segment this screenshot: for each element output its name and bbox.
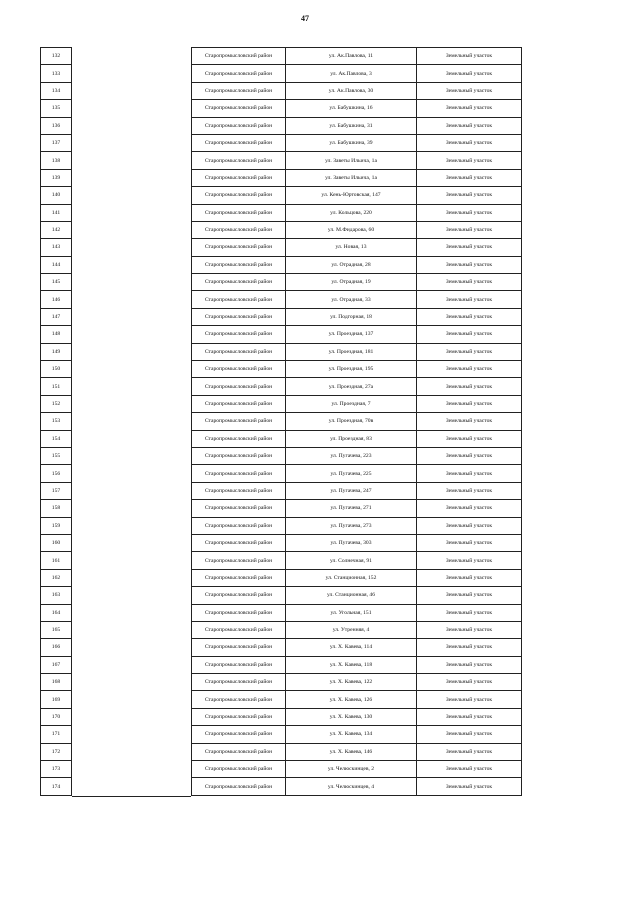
property-type-cell: Земельный участок <box>417 204 522 221</box>
address-cell: ул. Пугачева, 271 <box>286 500 417 517</box>
table-row <box>41 378 72 395</box>
table-row <box>192 326 522 343</box>
table-row <box>192 378 522 395</box>
row-number-cell: 172 <box>41 743 72 760</box>
table-row <box>192 569 522 586</box>
row-number-cell: 146 <box>41 291 72 308</box>
district-cell: Старопромысловский район <box>192 239 286 256</box>
table-row <box>192 447 522 464</box>
property-type-cell: Земельный участок <box>417 743 522 760</box>
table-row <box>192 587 522 604</box>
district-cell: Старопромысловский район <box>192 308 286 325</box>
table-row <box>192 413 522 430</box>
property-type-cell: Земельный участок <box>417 500 522 517</box>
district-cell: Старопромысловский район <box>192 517 286 534</box>
table-row <box>192 778 522 795</box>
table-row <box>41 152 72 169</box>
address-cell: ул. Проездная, 195 <box>286 361 417 378</box>
table-row <box>41 708 72 725</box>
row-number-cell: 137 <box>41 134 72 151</box>
table-row <box>41 639 72 656</box>
table-row <box>41 413 72 430</box>
table-row <box>41 447 72 464</box>
address-cell: ул. Х. Кавева, 126 <box>286 691 417 708</box>
row-number-cell: 143 <box>41 239 72 256</box>
district-cell: Старопромысловский район <box>192 691 286 708</box>
table-row <box>41 587 72 604</box>
row-number-cell: 138 <box>41 152 72 169</box>
address-cell: ул. Бабушкина, 16 <box>286 100 417 117</box>
row-number-cell: 140 <box>41 187 72 204</box>
property-type-cell: Земельный участок <box>417 152 522 169</box>
district-cell: Старопромысловский район <box>192 604 286 621</box>
row-number-cell: 150 <box>41 361 72 378</box>
district-cell: Старопромысловский район <box>192 552 286 569</box>
row-number-cell: 135 <box>41 100 72 117</box>
property-type-cell: Земельный участок <box>417 187 522 204</box>
district-cell: Старопромысловский район <box>192 534 286 551</box>
property-type-cell: Земельный участок <box>417 534 522 551</box>
row-number-cell: 160 <box>41 534 72 551</box>
table-row <box>192 708 522 725</box>
table-row <box>192 361 522 378</box>
district-cell: Старопромысловский район <box>192 413 286 430</box>
table-row <box>192 726 522 743</box>
address-cell: ул. Пугачева, 247 <box>286 482 417 499</box>
property-type-cell: Земельный участок <box>417 430 522 447</box>
property-type-cell: Земельный участок <box>417 378 522 395</box>
row-number-cell: 151 <box>41 378 72 395</box>
address-cell: ул. Бабушкина, 31 <box>286 117 417 134</box>
table-row <box>41 204 72 221</box>
district-cell: Старопромысловский район <box>192 761 286 778</box>
row-number-cell: 156 <box>41 465 72 482</box>
property-type-cell: Земельный участок <box>417 639 522 656</box>
district-cell: Старопромысловский район <box>192 465 286 482</box>
district-cell: Старопромысловский район <box>192 100 286 117</box>
table-row <box>192 117 522 134</box>
district-cell: Старопромысловский район <box>192 326 286 343</box>
address-cell: ул. Ак.Павлова, 11 <box>286 48 417 65</box>
table-row <box>41 100 72 117</box>
table-row <box>192 639 522 656</box>
table-row <box>41 48 72 65</box>
address-cell: ул. Станционная, 46 <box>286 587 417 604</box>
table-row <box>41 674 72 691</box>
table-row <box>192 100 522 117</box>
row-number-cell: 173 <box>41 761 72 778</box>
district-cell: Старопромысловский район <box>192 361 286 378</box>
property-type-cell: Земельный участок <box>417 343 522 360</box>
table-row <box>192 552 522 569</box>
address-cell: ул. Х. Кавева, 146 <box>286 743 417 760</box>
address-cell: ул. Проездная, 83 <box>286 430 417 447</box>
table-row <box>41 291 72 308</box>
table-row <box>192 534 522 551</box>
table-row <box>41 552 72 569</box>
property-type-cell: Земельный участок <box>417 117 522 134</box>
table-row <box>41 726 72 743</box>
district-cell: Старопромысловский район <box>192 395 286 412</box>
district-cell: Старопромысловский район <box>192 430 286 447</box>
district-cell: Старопромысловский район <box>192 674 286 691</box>
row-number-cell: 162 <box>41 569 72 586</box>
table-row <box>192 500 522 517</box>
district-cell: Старопромысловский район <box>192 256 286 273</box>
row-number-cell: 133 <box>41 65 72 82</box>
table-row <box>41 274 72 291</box>
row-number-cell: 145 <box>41 274 72 291</box>
table-row <box>192 169 522 186</box>
table-row <box>41 569 72 586</box>
address-cell: ул. Пугачева, 273 <box>286 517 417 534</box>
table-row <box>192 204 522 221</box>
address-cell: ул. Пугачева, 223 <box>286 447 417 464</box>
address-cell: ул. Солнечная, 91 <box>286 552 417 569</box>
property-type-cell: Земельный участок <box>417 326 522 343</box>
address-cell: ул. Пугачева, 303 <box>286 534 417 551</box>
district-cell: Старопромысловский район <box>192 169 286 186</box>
table-row <box>192 691 522 708</box>
property-type-cell: Земельный участок <box>417 621 522 638</box>
table-row <box>41 117 72 134</box>
row-number-cell: 147 <box>41 308 72 325</box>
district-cell: Старопромысловский район <box>192 587 286 604</box>
row-number-cell: 144 <box>41 256 72 273</box>
address-cell: ул. Бабушкина, 39 <box>286 134 417 151</box>
table-row <box>41 778 72 795</box>
row-number-cell: 132 <box>41 48 72 65</box>
property-type-cell: Земельный участок <box>417 239 522 256</box>
property-type-cell: Земельный участок <box>417 134 522 151</box>
property-type-cell: Земельный участок <box>417 691 522 708</box>
row-number-cell: 167 <box>41 656 72 673</box>
property-type-cell: Земельный участок <box>417 517 522 534</box>
address-cell: ул. Х. Кавева, 122 <box>286 674 417 691</box>
table-row <box>192 82 522 99</box>
address-cell: ул. Х. Кавева, 114 <box>286 639 417 656</box>
table-row <box>41 500 72 517</box>
address-cell: ул. Проездная, 7 <box>286 395 417 412</box>
address-cell: ул. Х. Кавева, 134 <box>286 726 417 743</box>
address-cell: ул. Новая, 13 <box>286 239 417 256</box>
property-type-cell: Земельный участок <box>417 482 522 499</box>
row-number-cell: 152 <box>41 395 72 412</box>
table-row <box>192 482 522 499</box>
property-type-cell: Земельный участок <box>417 82 522 99</box>
district-cell: Старопромысловский район <box>192 65 286 82</box>
row-number-cell: 168 <box>41 674 72 691</box>
address-cell: ул. Проездная, 137 <box>286 326 417 343</box>
table-row <box>41 256 72 273</box>
property-type-cell: Земельный участок <box>417 552 522 569</box>
district-cell: Старопромысловский район <box>192 500 286 517</box>
table-row <box>41 187 72 204</box>
district-cell: Старопромысловский район <box>192 726 286 743</box>
property-type-cell: Земельный участок <box>417 100 522 117</box>
district-cell: Старопромысловский район <box>192 221 286 238</box>
address-cell: ул. М.Фидарова, 60 <box>286 221 417 238</box>
address-cell: ул. Проездная, 70в <box>286 413 417 430</box>
table-row <box>41 134 72 151</box>
table-row <box>41 395 72 412</box>
property-type-cell: Земельный участок <box>417 65 522 82</box>
table-row <box>41 656 72 673</box>
district-cell: Старопромысловский район <box>192 152 286 169</box>
property-type-cell: Земельный участок <box>417 447 522 464</box>
row-number-column <box>40 47 72 796</box>
district-cell: Старопромысловский район <box>192 621 286 638</box>
table-row <box>192 65 522 82</box>
table-row <box>41 239 72 256</box>
row-number-cell: 166 <box>41 639 72 656</box>
district-cell: Старопромысловский район <box>192 569 286 586</box>
table-row <box>192 48 522 65</box>
property-type-cell: Земельный участок <box>417 291 522 308</box>
district-cell: Старопромысловский район <box>192 291 286 308</box>
table-row <box>41 65 72 82</box>
property-type-cell: Земельный участок <box>417 169 522 186</box>
table-row <box>192 761 522 778</box>
property-type-cell: Земельный участок <box>417 726 522 743</box>
property-type-cell: Земельный участок <box>417 569 522 586</box>
table-row <box>41 308 72 325</box>
table-row <box>41 534 72 551</box>
row-number-cell: 161 <box>41 552 72 569</box>
row-number-cell: 149 <box>41 343 72 360</box>
address-cell: ул. Отрадная, 28 <box>286 256 417 273</box>
property-type-cell: Земельный участок <box>417 361 522 378</box>
row-number-cell: 134 <box>41 82 72 99</box>
table-row <box>192 621 522 638</box>
address-cell: ул. Челюскинцев, 2 <box>286 761 417 778</box>
row-number-cell: 148 <box>41 326 72 343</box>
row-number-cell: 163 <box>41 587 72 604</box>
table-row <box>41 221 72 238</box>
property-type-cell: Земельный участок <box>417 221 522 238</box>
address-cell: ул. Х. Кавева, 118 <box>286 656 417 673</box>
property-type-cell: Земельный участок <box>417 413 522 430</box>
address-cell: ул. Проездная, 181 <box>286 343 417 360</box>
table-row <box>41 621 72 638</box>
district-cell: Старопромысловский район <box>192 743 286 760</box>
table-row <box>41 169 72 186</box>
address-cell: ул. Станционная, 152 <box>286 569 417 586</box>
property-type-cell: Земельный участок <box>417 656 522 673</box>
property-type-cell: Земельный участок <box>417 674 522 691</box>
property-type-cell: Земельный участок <box>417 395 522 412</box>
table-row <box>41 82 72 99</box>
table-row <box>192 430 522 447</box>
property-type-cell: Земельный участок <box>417 587 522 604</box>
address-cell: ул. Челюскинцев, 4 <box>286 778 417 795</box>
table-row <box>41 326 72 343</box>
row-number-cell: 155 <box>41 447 72 464</box>
address-cell: ул. Ак.Павлова, 3 <box>286 65 417 82</box>
address-cell: ул. Угольная, 151 <box>286 604 417 621</box>
row-number-cell: 158 <box>41 500 72 517</box>
property-type-cell: Земельный участок <box>417 708 522 725</box>
property-type-cell: Земельный участок <box>417 256 522 273</box>
table-row <box>41 361 72 378</box>
district-cell: Старопромысловский район <box>192 274 286 291</box>
page-number: 47 <box>301 14 309 23</box>
district-cell: Старопромысловский район <box>192 82 286 99</box>
table-row <box>41 691 72 708</box>
row-number-cell: 169 <box>41 691 72 708</box>
district-cell: Старопромысловский район <box>192 378 286 395</box>
row-number-cell: 174 <box>41 778 72 795</box>
district-cell: Старопромысловский район <box>192 778 286 795</box>
table-row <box>41 517 72 534</box>
address-cell: ул. Утренняя, 4 <box>286 621 417 638</box>
address-cell: ул. Кольцова, 220 <box>286 204 417 221</box>
address-cell: ул. Пугачева, 225 <box>286 465 417 482</box>
property-table <box>191 47 522 796</box>
row-number-cell: 142 <box>41 221 72 238</box>
row-number-cell: 157 <box>41 482 72 499</box>
property-type-cell: Земельный участок <box>417 761 522 778</box>
table-row <box>41 430 72 447</box>
table-row <box>41 482 72 499</box>
table-bottom-rule <box>72 796 191 797</box>
property-type-cell: Земельный участок <box>417 778 522 795</box>
table-row <box>41 465 72 482</box>
table-row <box>41 343 72 360</box>
table-row <box>192 221 522 238</box>
row-number-cell: 153 <box>41 413 72 430</box>
district-cell: Старопромысловский район <box>192 482 286 499</box>
property-type-cell: Земельный участок <box>417 274 522 291</box>
row-number-cell: 139 <box>41 169 72 186</box>
table-row <box>41 743 72 760</box>
property-type-cell: Земельный участок <box>417 465 522 482</box>
address-cell: ул. Ак.Павлова, 30 <box>286 82 417 99</box>
district-cell: Старопромысловский район <box>192 343 286 360</box>
address-cell: ул. Х. Кавева, 130 <box>286 708 417 725</box>
district-cell: Старопромысловский район <box>192 134 286 151</box>
table-row <box>41 604 72 621</box>
table-row <box>192 517 522 534</box>
table-row <box>192 152 522 169</box>
address-cell: ул. Заветы Ильича, 1а <box>286 169 417 186</box>
address-cell: ул. Проездная, 27а <box>286 378 417 395</box>
table-row <box>192 134 522 151</box>
district-cell: Старопромысловский район <box>192 656 286 673</box>
table-row <box>192 343 522 360</box>
property-type-cell: Земельный участок <box>417 48 522 65</box>
table-row <box>192 239 522 256</box>
district-cell: Старопромысловский район <box>192 187 286 204</box>
table-row <box>192 308 522 325</box>
district-cell: Старопромысловский район <box>192 708 286 725</box>
table-row <box>192 256 522 273</box>
row-number-cell: 159 <box>41 517 72 534</box>
row-number-cell: 141 <box>41 204 72 221</box>
property-type-cell: Земельный участок <box>417 308 522 325</box>
district-cell: Старопромысловский район <box>192 639 286 656</box>
address-cell: ул. Отрадная, 19 <box>286 274 417 291</box>
table-row <box>192 656 522 673</box>
row-number-cell: 154 <box>41 430 72 447</box>
district-cell: Старопромысловский район <box>192 117 286 134</box>
district-cell: Старопромысловский район <box>192 447 286 464</box>
address-cell: ул. Отрадная, 33 <box>286 291 417 308</box>
table-row <box>192 187 522 204</box>
row-number-cell: 165 <box>41 621 72 638</box>
district-cell: Старопромысловский район <box>192 48 286 65</box>
table-row <box>192 274 522 291</box>
table-row <box>192 604 522 621</box>
table-row <box>41 761 72 778</box>
row-number-cell: 136 <box>41 117 72 134</box>
row-number-cell: 164 <box>41 604 72 621</box>
table-row <box>192 743 522 760</box>
table-row <box>192 395 522 412</box>
table-row <box>192 291 522 308</box>
table-row <box>192 465 522 482</box>
address-cell: ул. Заветы Ильича, 1а <box>286 152 417 169</box>
row-number-cell: 170 <box>41 708 72 725</box>
address-cell: ул. Кень-Юртовская, 147 <box>286 187 417 204</box>
row-number-cell: 171 <box>41 726 72 743</box>
address-cell: ул. Подгорная, 18 <box>286 308 417 325</box>
district-cell: Старопромысловский район <box>192 204 286 221</box>
property-type-cell: Земельный участок <box>417 604 522 621</box>
table-row <box>192 674 522 691</box>
